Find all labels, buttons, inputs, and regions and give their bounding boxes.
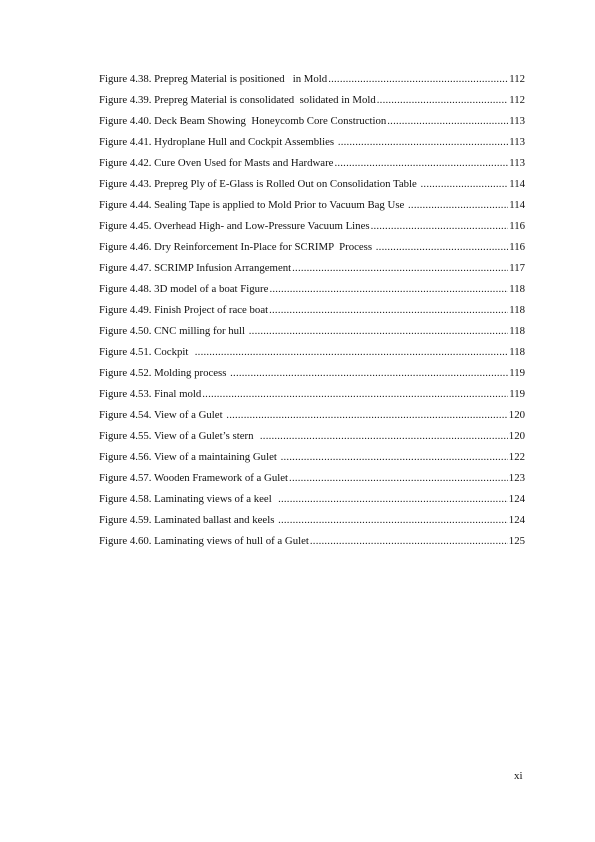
toc-entry-title: Figure 4.40. Deck Beam Showing Honeycomb Core Construction: [99, 115, 387, 127]
toc-entry: [99, 279, 525, 300]
toc-entry-title: Figure 4.42. Cure Oven Used for Masts and Hardware: [99, 157, 334, 169]
leader-dots: [195, 342, 508, 363]
toc-entry-title: Figure 4.60. Laminating views of hull of a Gulet: [99, 535, 309, 547]
toc-entry-page: 114: [509, 199, 525, 211]
toc-entry-title: Figure 4.51. Cockpit: [99, 346, 194, 358]
leader-dots: [278, 489, 508, 510]
toc-entry-page: 113: [509, 136, 525, 148]
toc-entry-title: Figure 4.52. Molding process: [99, 367, 230, 379]
toc-entry: [99, 489, 525, 510]
leader-dots: [408, 195, 508, 216]
toc-entry-page: 117: [509, 262, 525, 274]
toc-entry-title: Figure 4.47. SCRIMP Infusion Arrangement: [99, 262, 292, 274]
leader-dots: [230, 363, 508, 384]
toc-entry: [99, 384, 525, 405]
leader-dots: [289, 468, 508, 489]
leader-dots: [292, 258, 508, 279]
toc-entry: [99, 174, 525, 195]
toc-entry: [99, 237, 525, 258]
toc-entry-title: Figure 4.58. Laminating views of a keel: [99, 493, 278, 505]
toc-entry-title: Figure 4.39. Prepreg Material is consolidated solidated in Mold: [99, 94, 376, 106]
toc-entry-page: 116: [509, 220, 525, 232]
toc-entry: [99, 342, 525, 363]
toc-entry-title: Figure 4.56. View of a maintaining Gulet: [99, 451, 280, 463]
leader-dots: [202, 384, 508, 405]
toc-entry: [99, 405, 525, 426]
leader-dots: [269, 279, 508, 300]
toc-entry: [99, 111, 525, 132]
toc-entry-page: 113: [509, 157, 525, 169]
leader-dots: [249, 321, 508, 342]
page-number: xi: [514, 770, 523, 782]
leader-dots: [278, 510, 508, 531]
toc-entry-page: 116: [509, 241, 525, 253]
toc-entry-page: 118: [509, 283, 525, 295]
toc-entry: [99, 132, 525, 153]
toc-entry-page: 123: [508, 472, 525, 484]
toc-entry-title: Figure 4.53. Final mold: [99, 388, 202, 400]
toc-entry-page: 124: [508, 493, 525, 505]
toc-entry: [99, 531, 525, 552]
leader-dots: [334, 153, 508, 174]
toc-entry: [99, 468, 525, 489]
toc-entry-title: Figure 4.59. Laminated ballast and keels: [99, 514, 278, 526]
toc-entry-page: 112: [509, 94, 525, 106]
toc-entry: [99, 447, 525, 468]
leader-dots: [338, 132, 508, 153]
toc-entry: [99, 510, 525, 531]
toc-entry-page: 118: [509, 325, 525, 337]
toc-entry-title: Figure 4.55. View of a Gulet’s stern: [99, 430, 259, 442]
leader-dots: [269, 300, 508, 321]
toc-entry: [99, 426, 525, 447]
toc-entry: [99, 300, 525, 321]
toc-entry-title: Figure 4.38. Prepreg Material is positioned in Mold: [99, 73, 328, 85]
toc-entry-page: 122: [508, 451, 525, 463]
toc-entry: [99, 153, 525, 174]
toc-entry-title: Figure 4.54. View of a Gulet: [99, 409, 226, 421]
leader-dots: [376, 237, 508, 258]
toc-entry: [99, 258, 525, 279]
toc-entry-page: 113: [509, 115, 525, 127]
toc-entry-page: 120: [508, 430, 525, 442]
toc-entry: [99, 90, 525, 111]
leader-dots: [260, 426, 508, 447]
toc-entry-title: Figure 4.50. CNC milling for hull: [99, 325, 248, 337]
toc-entry-page: 120: [508, 409, 525, 421]
toc-entry-title: Figure 4.48. 3D model of a boat Figure: [99, 283, 269, 295]
toc-entry-title: Figure 4.57. Wooden Framework of a Gulet: [99, 472, 289, 484]
toc-entry-title: Figure 4.46. Dry Reinforcement In-Place for SCRIMP Process: [99, 241, 375, 253]
toc-entry-title: Figure 4.45. Overhead High- and Low-Pressure Vacuum Lines: [99, 220, 370, 232]
leader-dots: [371, 216, 509, 237]
leader-dots: [226, 405, 508, 426]
toc-entry-title: Figure 4.43. Prepreg Ply of E-Glass is Rolled Out on Consolidation Table: [99, 178, 420, 190]
leader-dots: [281, 447, 508, 468]
toc-entry: [99, 321, 525, 342]
toc-entry-page: 118: [509, 346, 525, 358]
toc-entry-title: Figure 4.49. Finish Project of race boat: [99, 304, 269, 316]
toc-entry-page: 114: [509, 178, 525, 190]
toc-entry: [99, 216, 525, 237]
toc-entry: [99, 195, 525, 216]
toc-entry-page: 118: [509, 304, 525, 316]
toc-entry-page: 119: [509, 367, 525, 379]
leader-dots: [310, 531, 508, 552]
toc-entry-title: Figure 4.41. Hydroplane Hull and Cockpit Assemblies: [99, 136, 337, 148]
leader-dots: [421, 174, 509, 195]
leader-dots: [328, 69, 508, 90]
toc-entry-page: 119: [509, 388, 525, 400]
toc-entry-title: Figure 4.44. Sealing Tape is applied to Mold Prior to Vacuum Bag Use: [99, 199, 408, 211]
leader-dots: [387, 111, 508, 132]
toc-entry-page: 125: [508, 535, 525, 547]
toc-entry-page: 112: [509, 73, 525, 85]
list-of-figures: [99, 69, 525, 552]
leader-dots: [377, 90, 508, 111]
toc-entry-page: 124: [508, 514, 525, 526]
toc-entry: [99, 69, 525, 90]
toc-entry: [99, 363, 525, 384]
